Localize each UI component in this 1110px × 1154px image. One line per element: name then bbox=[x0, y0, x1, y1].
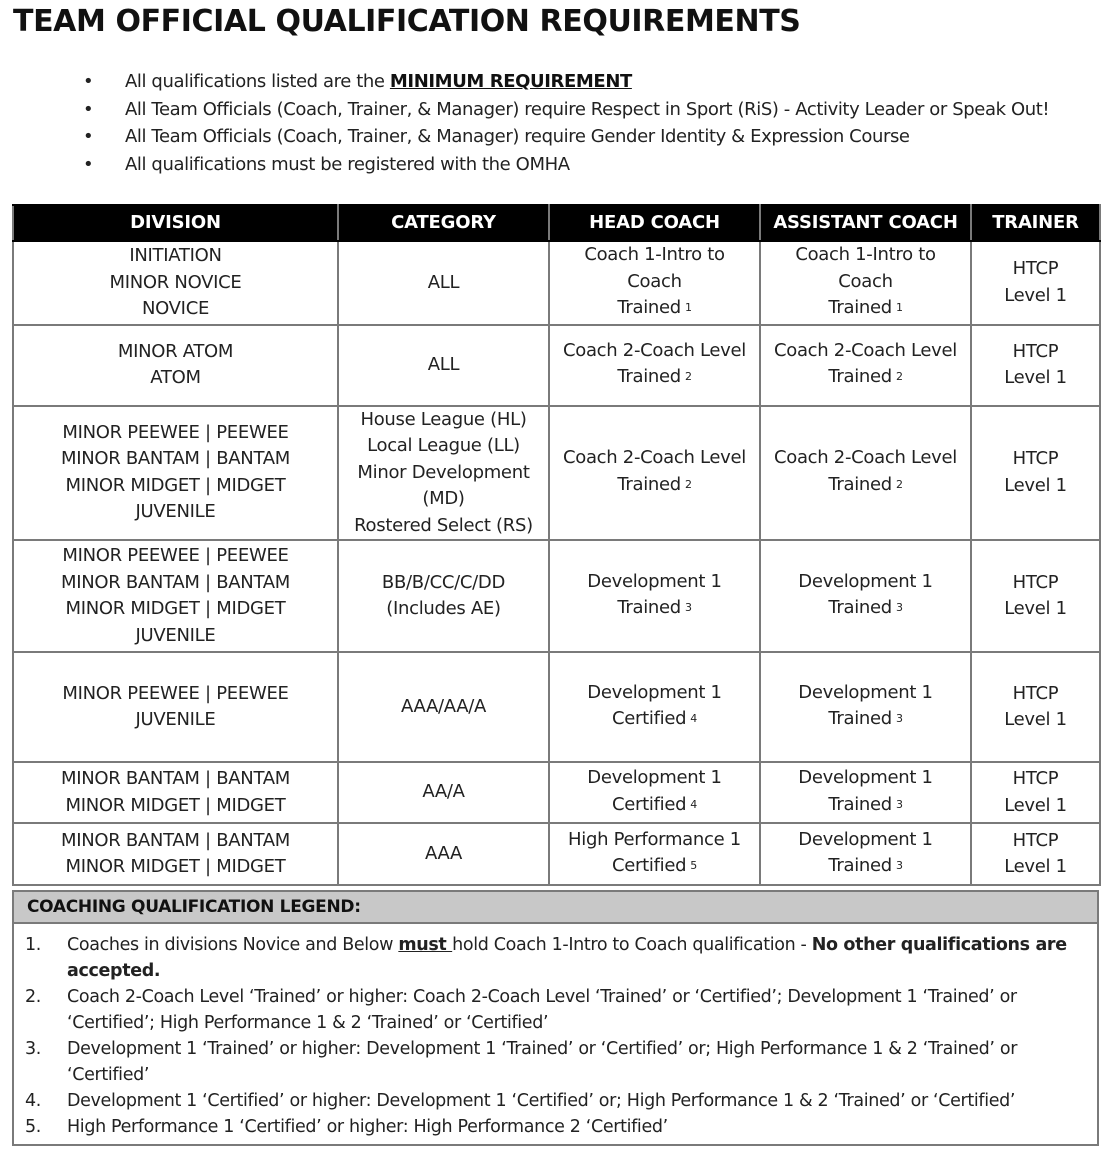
division-cell: MINOR BANTAM | BANTAM MINOR MIDGET | MIDGET bbox=[13, 762, 338, 823]
bullet-icon: • bbox=[83, 71, 94, 92]
must-emphasis: must bbox=[398, 935, 453, 955]
table-body bbox=[13, 241, 1100, 885]
category-cell: ALL bbox=[338, 241, 549, 325]
trainer-cell: HTCP Level 1 bbox=[971, 540, 1100, 652]
category-cell: House League (HL) Local League (LL) Minor Development (MD) Rostered Select (RS) bbox=[338, 406, 549, 541]
table-row bbox=[13, 540, 1100, 652]
page-title: TEAM OFFICIAL QUALIFICATION REQUIREMENTS bbox=[13, 4, 801, 39]
assistant-coach-cell: Coach 1-Intro to Coach Trained $^1$ bbox=[760, 241, 971, 325]
assistant-coach-cell: Development 1 Trained $^3$ bbox=[760, 762, 971, 823]
head-coach-cell: High Performance 1 Certified $^5$ bbox=[549, 823, 760, 885]
footnote-ref: 2 bbox=[684, 477, 692, 491]
header-category: CATEGORY bbox=[338, 205, 549, 241]
head-coach-cell: Coach 2-Coach Level Trained $^2$ bbox=[549, 406, 760, 541]
division-cell: MINOR BANTAM | BANTAM MINOR MIDGET | MIDGET bbox=[13, 823, 338, 885]
footnote-ref: 4 bbox=[690, 712, 697, 725]
legend-item: 5. High Performance 1 ‘Certified’ or higher: High Performance 2 ‘Certified’ bbox=[25, 1117, 668, 1137]
legend-heading: COACHING QUALIFICATION LEGEND: bbox=[14, 892, 1097, 924]
trainer-cell: HTCP Level 1 bbox=[971, 406, 1100, 541]
trainer-cell: HTCP Level 1 bbox=[971, 652, 1100, 762]
head-coach-cell: Development 1 Certified $^4$ bbox=[549, 762, 760, 823]
assistant-coach-cell: Development 1 Trained $^3$ bbox=[760, 652, 971, 762]
trainer-cell: HTCP Level 1 bbox=[971, 325, 1100, 406]
trainer-cell: HTCP Level 1 bbox=[971, 823, 1100, 885]
assistant-coach-cell: Development 1 Trained $^3$ bbox=[760, 823, 971, 885]
header-assistant-coach: ASSISTANT COACH bbox=[760, 205, 971, 241]
header-division: DIVISION bbox=[13, 205, 338, 241]
coaching-legend bbox=[12, 890, 1099, 1146]
legend-item: 2. Coach 2-Coach Level ‘Trained’ or higher: Coach 2-Coach Level ‘Trained’ or ‘Certified’; Development 1 ‘Trained’ or ‘Certified’; High Performance 1 & 2 ‘Trained’ or ‘Certified’ bbox=[25, 987, 1017, 1033]
bullet-icon: • bbox=[83, 153, 94, 175]
table-header-row bbox=[13, 205, 1100, 241]
category-cell: BB/B/CC/C/DD (Includes AE) bbox=[338, 540, 549, 652]
footnote-ref: 1 bbox=[684, 301, 692, 314]
bullet-item: • All Team Officials (Coach, Trainer, & Manager) require Respect in Sport (RiS) - Activity Leader or Speak Out! bbox=[83, 96, 1049, 124]
assistant-coach-cell: Development 1 Trained $^3$ bbox=[760, 540, 971, 652]
table-row bbox=[13, 406, 1100, 541]
requirements-list bbox=[83, 68, 1049, 178]
header-trainer: TRAINER bbox=[971, 205, 1100, 241]
footnote-ref: 4 bbox=[690, 797, 697, 811]
category-cell: ALL bbox=[338, 325, 549, 406]
division-cell: MINOR PEEWEE | PEEWEE MINOR BANTAM | BANTAM MINOR MIDGET | MIDGET JUVENILE bbox=[13, 540, 338, 652]
table-row bbox=[13, 652, 1100, 762]
head-coach-cell: Development 1 Trained $^3$ bbox=[549, 540, 760, 652]
division-cell: MINOR PEEWEE | PEEWEE JUVENILE bbox=[13, 652, 338, 762]
bullet-icon: • bbox=[83, 126, 94, 147]
footnote-ref: 3 bbox=[684, 601, 692, 614]
division-cell: INITIATION MINOR NOVICE NOVICE bbox=[13, 241, 338, 325]
legend-list bbox=[14, 924, 1097, 1140]
minimum-requirement-emphasis: MINIMUM REQUIREMENT bbox=[389, 71, 632, 92]
table-row bbox=[13, 762, 1100, 823]
division-cell: MINOR ATOM ATOM bbox=[13, 325, 338, 406]
footnote-ref: 2 bbox=[895, 370, 903, 383]
head-coach-cell: Coach 1-Intro to Coach Trained $^1$ bbox=[549, 241, 760, 325]
trainer-cell: HTCP Level 1 bbox=[971, 762, 1100, 823]
legend-item: 1. Coaches in divisions Novice and Below must hold Coach 1-Intro to Coach qualification - No other qualifications are accepted. bbox=[25, 935, 1067, 981]
assistant-coach-cell: Coach 2-Coach Level Trained $^2$ bbox=[760, 325, 971, 406]
head-coach-cell: Development 1 Certified $^4$ bbox=[549, 652, 760, 762]
bullet-item: • All qualifications listed are the MINIMUM REQUIREMENT bbox=[83, 68, 1049, 96]
table-row bbox=[13, 823, 1100, 885]
bullet-item: • All Team Officials (Coach, Trainer, & Manager) require Gender Identity & Expression Course bbox=[83, 123, 1049, 151]
legend-item: 3. Development 1 ‘Trained’ or higher: Development 1 ‘Trained’ or ‘Certified’ or; High Performance 1 & 2 ‘Trained’ or ‘Certified’ bbox=[25, 1039, 1018, 1085]
footnote-ref: 1 bbox=[895, 301, 903, 314]
assistant-coach-cell: Coach 2-Coach Level Trained $^2$ bbox=[760, 406, 971, 541]
bullet-icon: • bbox=[83, 98, 94, 120]
division-cell: MINOR PEEWEE | PEEWEE MINOR BANTAM | BANTAM MINOR MIDGET | MIDGET JUVENILE bbox=[13, 406, 338, 541]
bullet-item: • All qualifications must be registered with the OMHA bbox=[83, 151, 1049, 179]
footnote-ref: 3 bbox=[895, 859, 903, 872]
legend-item: 4. Development 1 ‘Certified’ or higher: Development 1 ‘Certified’ or; High Performance 1 & 2 ‘Trained’ or ‘Certified’ bbox=[25, 1091, 1016, 1111]
footnote-ref: 2 bbox=[895, 477, 903, 491]
footnote-ref: 3 bbox=[895, 797, 903, 811]
table-row bbox=[13, 325, 1100, 406]
trainer-cell: HTCP Level 1 bbox=[971, 241, 1100, 325]
category-cell: AAA/AA/A bbox=[338, 652, 549, 762]
no-other-emphasis: No other qualifications are accepted. bbox=[67, 935, 1067, 981]
qualification-table bbox=[12, 204, 1101, 886]
header-head-coach: HEAD COACH bbox=[549, 205, 760, 241]
head-coach-cell: Coach 2-Coach Level Trained $^2$ bbox=[549, 325, 760, 406]
footnote-ref: 2 bbox=[684, 370, 692, 383]
category-cell: AAA bbox=[338, 823, 549, 885]
footnote-ref: 3 bbox=[895, 601, 903, 614]
table-row bbox=[13, 241, 1100, 325]
footnote-ref: 3 bbox=[895, 712, 903, 725]
footnote-ref: 5 bbox=[690, 859, 697, 872]
category-cell: AA/A bbox=[338, 762, 549, 823]
